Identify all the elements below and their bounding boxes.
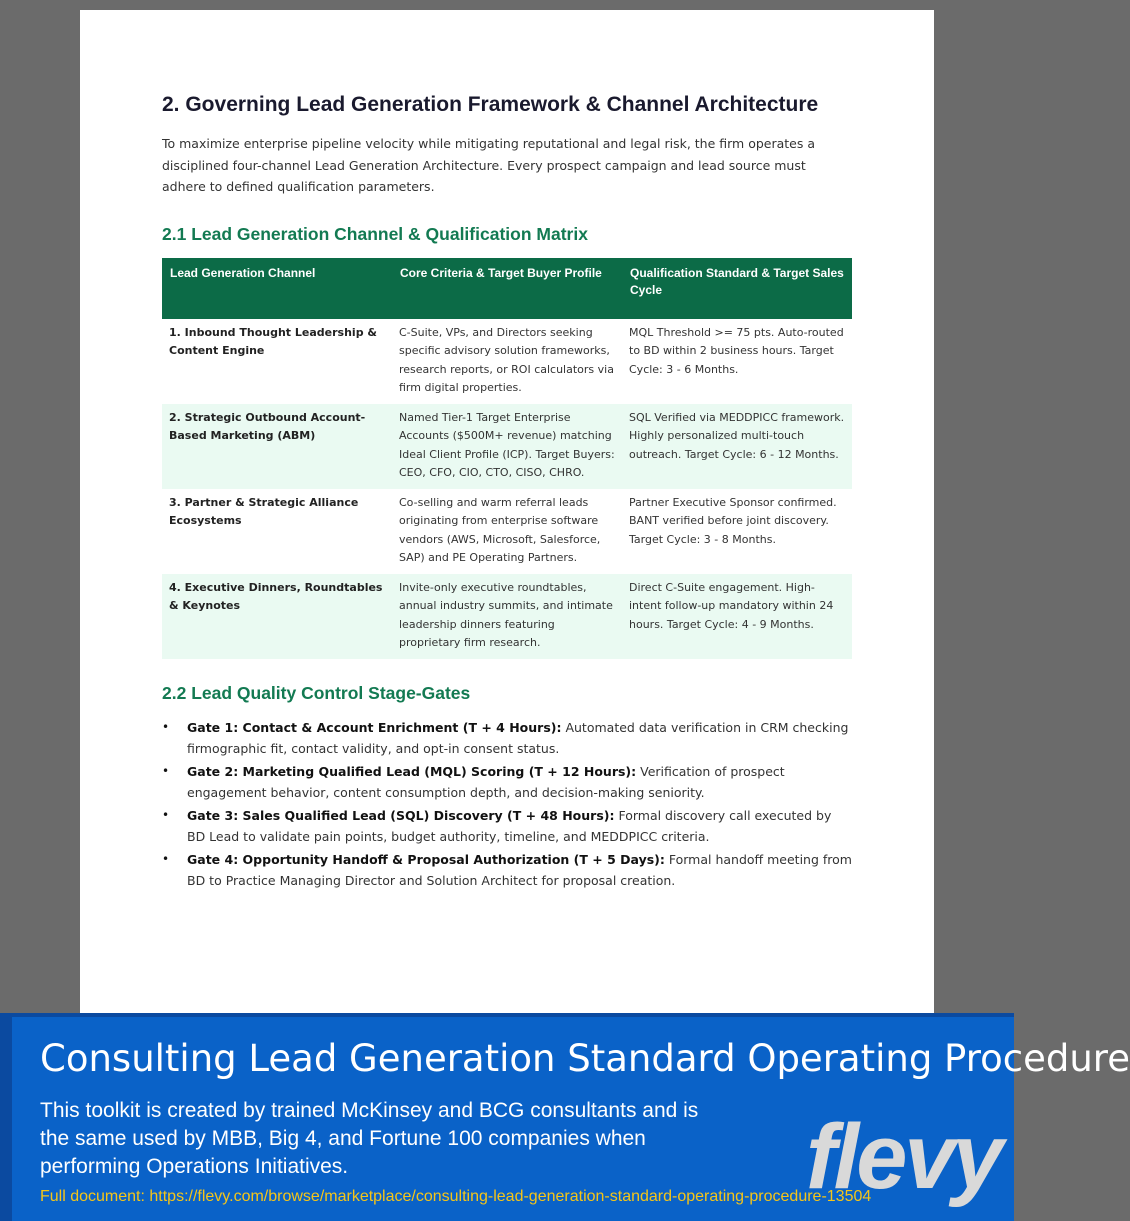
qualification-cell: SQL Verified via MEDDPICC framework. Highly personalized multi-touch outreach. Target Cycle: 6 - 12 Months. [622,404,852,489]
gates-heading: 2.2 Lead Quality Control Stage-Gates [162,682,471,703]
channel-cell: 2. Strategic Outbound Account-Based Marketing (ABM) [162,404,392,489]
table-header-row [162,258,852,319]
document-content [162,90,852,893]
table-row [162,319,852,404]
gate-text: Verification of prospect engagement behavior, content consumption depth, and decision-making seniority. [187,763,785,800]
bullet-icon: • [162,851,170,866]
table-row [162,489,852,574]
gate-label: Gate 1: Contact & Account Enrichment (T + 4 Hours): [187,719,562,735]
gate-text: Formal discovery call executed by BD Lead to validate pain points, budget authority, timeline, and MEDDPICC criteria. [187,807,832,844]
gate-text: Formal handoff meeting from BD to Practice Managing Director and Solution Architect for proposal creation. [187,851,852,888]
bullet-icon: • [162,719,170,734]
channel-matrix-table [162,258,852,659]
list-item [162,849,852,892]
gate-label: Gate 3: Sales Qualified Lead (SQL) Discovery (T + 48 Hours): [187,807,615,823]
column-header: Qualification Standard & Target Sales Cycle [622,258,852,319]
promo-banner [0,1013,1130,1221]
table-row [162,574,852,659]
list-item [162,717,852,760]
column-header: Core Criteria & Target Buyer Profile [392,258,622,319]
column-header: Lead Generation Channel [162,258,392,319]
banner-left-edge [0,1013,12,1221]
bullet-icon: • [162,807,170,822]
section-intro: To maximize enterprise pipeline velocity while mitigating reputational and legal risk, the firm operates a disciplined four-channel Lead Generation Architecture. Every prospect campaign and lead source must adhere to defined qualification parameters. [162,136,816,194]
gates-list [162,717,852,892]
gate-text: Automated data verification in CRM checking firmographic fit, contact validity, and opt-in consent status. [187,719,849,756]
gate-label: Gate 4: Opportunity Handoff & Proposal Authorization (T + 5 Days): [187,851,665,867]
criteria-cell: Co-selling and warm referral leads originating from enterprise software vendors (AWS, Microsoft, Salesforce, SAP) and PE Operating Partners. [399,495,601,564]
bullet-icon: • [162,763,170,778]
criteria-cell: Invite-only executive roundtables, annual industry summits, and intimate leadership dinners featuring proprietary firm research. [392,574,622,659]
document-page [80,10,934,1030]
criteria-cell: C-Suite, VPs, and Directors seeking specific advisory solution frameworks, research reports, or ROI calculators via firm digital properties. [399,325,614,394]
flevy-logo[interactable]: flevy [806,1106,1001,1208]
qualification-cell: Direct C-Suite engagement. High-intent follow-up mandatory within 24 hours. Target Cycle: 4 - 9 Months. [622,574,852,659]
banner-description: This toolkit is created by trained McKinsey and BCG consultants and is the same used by MBB, Big 4, and Fortune 100 companies when performing Operations Initiatives. [40,1099,699,1178]
channel-cell: 3. Partner & Strategic Alliance Ecosystems [169,495,359,527]
table-row [162,404,852,489]
section-title: 2. Governing Lead Generation Framework & Channel Architecture [162,93,819,116]
criteria-cell: Named Tier-1 Target Enterprise Accounts ($500M+ revenue) matching Ideal Client Profile (ICP). Target Buyers: CEO, CFO, CIO, CTO, CISO, CHRO. [392,404,622,489]
matrix-heading: 2.1 Lead Generation Channel & Qualification Matrix [162,223,588,244]
document-link[interactable]: Full document: https://flevy.com/browse/marketplace/consulting-lead-generation-standard-operating-procedure-13504 [40,1188,872,1205]
banner-title: Consulting Lead Generation Standard Operating Procedure [40,1037,1130,1080]
channel-cell: 4. Executive Dinners, Roundtables & Keynotes [162,574,392,659]
list-item [162,761,852,804]
channel-cell: 1. Inbound Thought Leadership & Content Engine [169,325,377,357]
list-item [162,805,852,848]
gate-label: Gate 2: Marketing Qualified Lead (MQL) Scoring (T + 12 Hours): [187,763,637,779]
banner-top-border [0,1013,1014,1017]
qualification-cell: MQL Threshold >= 75 pts. Auto-routed to BD within 2 business hours. Target Cycle: 3 - 6 Months. [629,325,844,376]
qualification-cell: Partner Executive Sponsor confirmed. BANT verified before joint discovery. Target Cycle: 3 - 8 Months. [629,495,837,546]
